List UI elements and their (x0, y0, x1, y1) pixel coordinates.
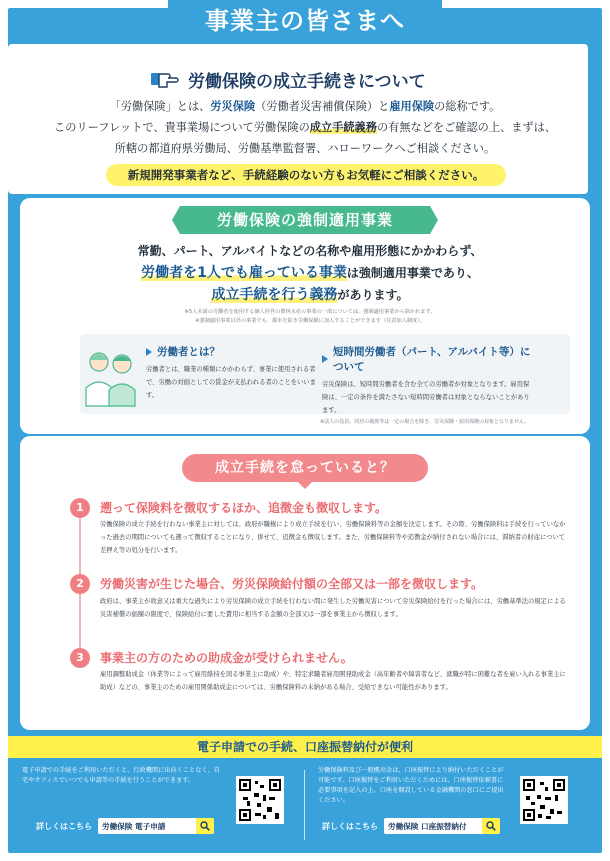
e-application-text: 電子申請での手続をご利用いただくと、行政機関に出向くことなく、自宅やオフィスでいつでも申請等の手続を行うことができます。 (22, 767, 220, 784)
e-application-link-row (36, 818, 214, 834)
pointing-hand-icon (150, 68, 180, 90)
triangle-bullet-icon (146, 348, 152, 356)
mandatory-note1: ※5人未満の労働者を使用する個人経営の農林水産の事業の一部については、強制適用事業から除かれます。 (184, 309, 436, 315)
qr-code-icon[interactable] (520, 776, 568, 824)
item-number-1: 1 (70, 498, 90, 518)
item-text-1: 労働保険の成立手続を行わない事業主に対しては、政府が職権により成立手続を行い、労働保険料等の金額を決定します。その際、労働保険料は手続を行っていなかった過去の期間についても遡って徴収することになり、併せて、追徴金も徴収します。また、労働保険料等や追徴金が納付されない場合には、滞納者の財産について差押え等の処分を行います。 (100, 521, 566, 554)
intro-heading: 労働保険の成立手続きについて (188, 71, 426, 92)
intro-line1-e: の総称です。 (434, 100, 501, 113)
intro-line1-a: 「労働保険」とは、 (109, 100, 211, 113)
item-number-3: 3 (70, 648, 90, 668)
part-text: 労災保険は、短時間労働者を含む全ての労働者が対象となります。雇用保険は、一定の条件を満たさない短時間労働者は対象とならないことがあります。 (322, 381, 530, 414)
electronic-band: 電子申請での手続、口座振替納付が便利 (8, 736, 602, 758)
people-illustration (82, 346, 138, 408)
worker-definition (146, 344, 316, 402)
e-application-search[interactable] (98, 818, 214, 834)
account-transfer-text: 労働保険料及び一般拠出金は、口座振替により納付いただくことが可能です。口座振替をご利用いただくためには、口座振替依頼書に必要事項を記入の上、口座を開設している金融機関の窓口にご提出ください。 (318, 767, 504, 804)
intro-line3: 所轄の都道府県労働局、労働基準監督署、ハローワークへご相談ください。 (114, 142, 496, 155)
intro-rousai: 労災保険 (210, 100, 256, 113)
mandatory-title: 労働保険の強制適用事業 (180, 206, 430, 234)
mandatory-line3-b: があります。 (337, 288, 409, 302)
triangle-bullet-icon (322, 355, 328, 363)
worker-title: 労働者とは？ (157, 346, 220, 358)
item-text-3: 雇用調整助成金（休業等によって雇用維持を図る事業主に助成）や、特定求職者雇用開発助成金（高年齢者や障害者など、就職が特に困難な者を雇い入れる事業主に助成）などの、事業主のための雇用関係助成金については、労働保険料の未納がある場合、受給できない可能性があります。 (100, 671, 566, 691)
item-heading-3: 事業主の方のための助成金が受けられません。 (100, 651, 353, 665)
intro-line2-a: このリーフレットで、貴事業場について労働保険の (54, 121, 310, 134)
intro-obligation: 成立手続義務 (309, 121, 377, 134)
mandatory-line2-a: 労働者を1人でも雇っている事業 (141, 265, 347, 281)
intro-koyou: 雇用保険 (389, 100, 435, 113)
consequences-title: 成立手続を怠っていると？ (182, 454, 428, 482)
consult-note: 新規開発事業者など、手続経験のない方もお気軽にご相談ください。 (106, 164, 506, 186)
intro-line1-c: （労働者災害補償保険）と (255, 100, 390, 113)
intro-text (30, 96, 580, 159)
item-heading-1: 遡って保険料を徴収するほか、追徴金も徴収します。 (100, 501, 388, 515)
exclusion-footnote: ※法人の役員、同居の親族等は一定の場合を除き、労災保険・雇用保険の対象となりません。 (320, 419, 530, 425)
e-application-section (22, 766, 222, 846)
account-transfer-search[interactable] (384, 818, 500, 834)
worker-text: 労働者とは、職業の種類にかかわらず、事業に使用される者で、労働の対価としての賃金が支払われる者のことをいいます。 (146, 366, 316, 399)
mandatory-line3-a: 成立手続を行う義務 (211, 287, 338, 303)
search-icon[interactable] (196, 818, 214, 834)
item-heading-2: 労働災害が生じた場合、労災保険給付額の全部又は一部を徴収します。 (100, 577, 484, 591)
account-transfer-section (318, 766, 508, 846)
qr-code-icon[interactable] (236, 776, 284, 824)
page-title: 事業主の皆さまへ (168, 0, 442, 44)
part-time-definition (322, 344, 532, 417)
mandatory-line1: 常勤、パート、アルバイトなどの名称や雇用形態にかかわらず、 (137, 244, 483, 258)
e-application-search-text: 労働保険 電子申請 (102, 821, 166, 831)
part-title: 短時間労働者（パート、アルバイト等）について (333, 346, 531, 373)
mandatory-notes (60, 308, 560, 326)
e-application-label: 詳しくはこちら (36, 821, 92, 831)
item-text-2: 政府は、事業主が故意又は重大な過失により労災保険の成立手続を行わない間に発生した労働災害について労災保険給付を行った場合には、労働基準法の規定による災害補償の価額の限度で、保険給付に要した費用に相当する金額の全部又は一部を事業主から徴収します。 (100, 598, 566, 618)
mandatory-text (40, 240, 580, 306)
intro-line2-c: の有無などをご確認の上、まずは、 (376, 121, 556, 134)
account-transfer-label: 詳しくはこちら (322, 821, 378, 831)
item-number-2: 2 (70, 574, 90, 594)
account-transfer-link-row (322, 818, 500, 834)
mandatory-line2-b: は強制適用事業であり、 (346, 266, 479, 280)
section-divider (304, 770, 305, 840)
search-icon[interactable] (482, 818, 500, 834)
intro-heading-row (150, 66, 426, 92)
account-transfer-search-text: 労働保険 口座振替納付 (388, 821, 467, 831)
mandatory-note2: ※強制適用事業以外の事業でも、都市を除き労働保険に加入することができます（任意加入制度）。 (195, 318, 425, 324)
